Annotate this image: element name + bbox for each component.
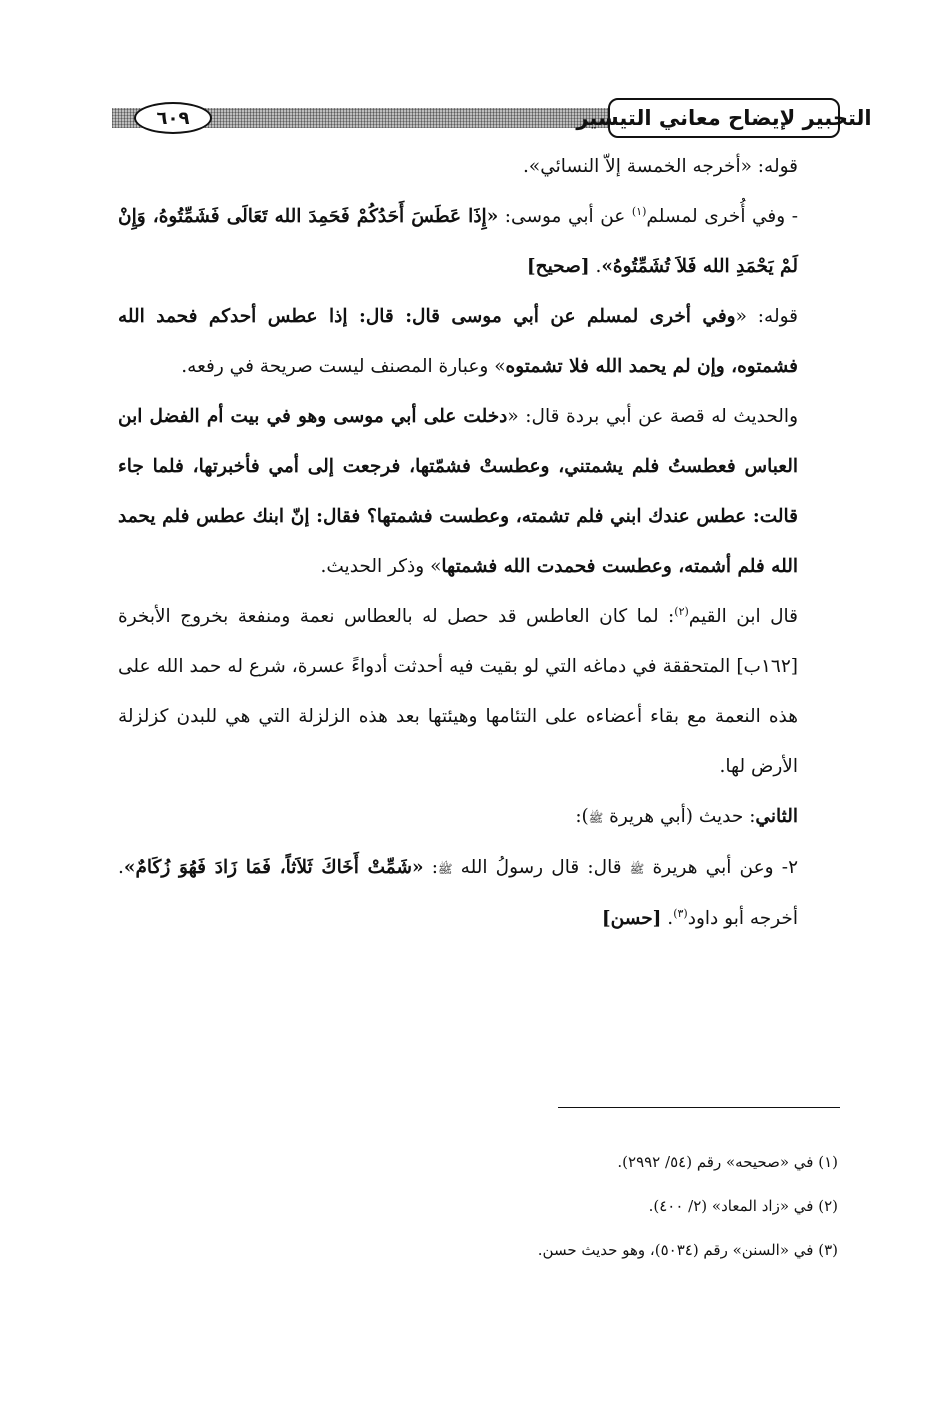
- grade-tag: [صحيح]: [526, 256, 590, 277]
- honorific-icon: ﷺ: [588, 811, 604, 825]
- quoted-story: دخلت على أبي موسى وهو في بيت أم الفضل ابن العباس فعطستُ فلم يشمتني، وعطستْ فشمّتها، فرجعت إلى أمي فأخبرتها، فلما جاء قالت: عطس عندك ابني فلم تشمته، وعطست فشمتها؟ فقال: إنّ ابنك عطس فلم يحمد الله فلم أشمته، وعطست فحمدت الله فشمتها: [118, 406, 798, 577]
- footnote-ref-2[interactable]: (٢): [674, 604, 689, 618]
- footnote-1: (١) في «صحيحه» رقم (٥٤/ ٢٩٩٢).: [617, 1153, 838, 1171]
- paragraph-1: قوله: «أخرجه الخمسة إلاّ النسائي».: [523, 156, 798, 177]
- paragraph-5: قال ابن القيم$^{(٢)}$: لما كان العاطس قد حصل له بالعطاس نعمة ومنفعة بخروج الأبخرة [١٦٢ب] المتحققة في دماغه التي لو بقيت فيه أحدثت أدواءً عسرة، شرع له حمد الله على هذه النعمة مع بقاء أعضاءه على التئامها وهيئتها بعد هذه الزلزلة التي هي للبدن كزلزلة الأرض لها.: [118, 604, 798, 777]
- honorific-icon: ﷺ: [629, 862, 645, 876]
- hadith-text: «شَمِّتْ أَخَاكَ ثَلاَثاً، فَمَا زَادَ فَهُوَ زُكَامٌ»: [123, 857, 424, 878]
- footnotes: [118, 1140, 838, 1272]
- footnote-ref-3[interactable]: (٣): [673, 906, 688, 920]
- main-text: [118, 142, 838, 944]
- header-title-frame: [576, 98, 872, 138]
- running-header: [112, 98, 872, 142]
- footnote-ref-1[interactable]: (١): [631, 204, 647, 218]
- paragraph-6: الثاني: حديث (أبي هريرة ﷺ):: [575, 806, 798, 827]
- grade-tag: [حسن]: [601, 908, 662, 929]
- paragraph-7: ٢- وعن أبي هريرة ﷺ قال: قال رسولُ الله ﷺ: «شَمِّتْ أَخَاكَ ثَلاَثاً، فَمَا زَادَ فَهُوَ زُكَامٌ». أخرجه أبو داود$^{(٣)}$. [حسن]: [118, 857, 798, 929]
- page-number-frame: [134, 102, 212, 134]
- paragraph-3: قوله: «وفي أخرى لمسلم عن أبي موسى قال: قال: إذا عطس أحدكم فحمد الله فشمتوه، وإن لم يحمد الله فلا تشمتوه» وعبارة المصنف ليست صريحة في رفعه.: [118, 306, 798, 377]
- footnote-divider: [558, 1107, 840, 1108]
- section-label: الثاني: [755, 806, 798, 827]
- quoted-text: وفي أخرى لمسلم عن أبي موسى قال: قال: إذا عطس أحدكم فحمد الله فشمتوه، وإن لم يحمد الله فلا تشمتوه: [118, 306, 798, 377]
- hadith-text: «إِذَا عَطَسَ أَحَدُكُمْ فَحَمِدَ الله تَعَالَى فَشَمِّتُوهُ، وَإِنْ لَمْ يَحْمَدِ الله فَلاَ تُشَمِّتُوهُ»: [118, 206, 798, 277]
- salutation-icon: ﷺ: [437, 862, 453, 876]
- book-title: التحبير لإيضاح معاني التيسير: [576, 106, 872, 130]
- footnote-3: (٣) في «السنن» رقم (٥٠٣٤)، وهو حديث حسن.: [537, 1241, 838, 1259]
- paragraph-4: والحديث له قصة عن أبي بردة قال: «دخلت على أبي موسى وهو في بيت أم الفضل ابن العباس فعطستُ فلم يشمتني، وعطستْ فشمّتها، فرجعت إلى أمي فأخبرتها، فلما جاء قالت: عطس عندك ابني فلم تشمته، وعطست فشمتها؟ فقال: إنّ ابنك عطس فلم يحمد الله فلم أشمته، وعطست فحمدت الله فشمتها» وذكر الحديث.: [118, 406, 799, 577]
- page-number: ٦٠٩: [156, 107, 190, 129]
- footnote-2: (٢) في «زاد المعاد» (٢/ ٤٠٠).: [648, 1197, 838, 1215]
- paragraph-2: - وفي أُخرى لمسلم$^{(١)}$ عن أبي موسى: «إِذَا عَطَسَ أَحَدُكُمْ فَحَمِدَ الله تَعَالَى فَشَمِّتُوهُ، وَإِنْ لَمْ يَحْمَدِ الله فَلاَ تُشَمِّتُوهُ». [صحيح]: [118, 204, 798, 277]
